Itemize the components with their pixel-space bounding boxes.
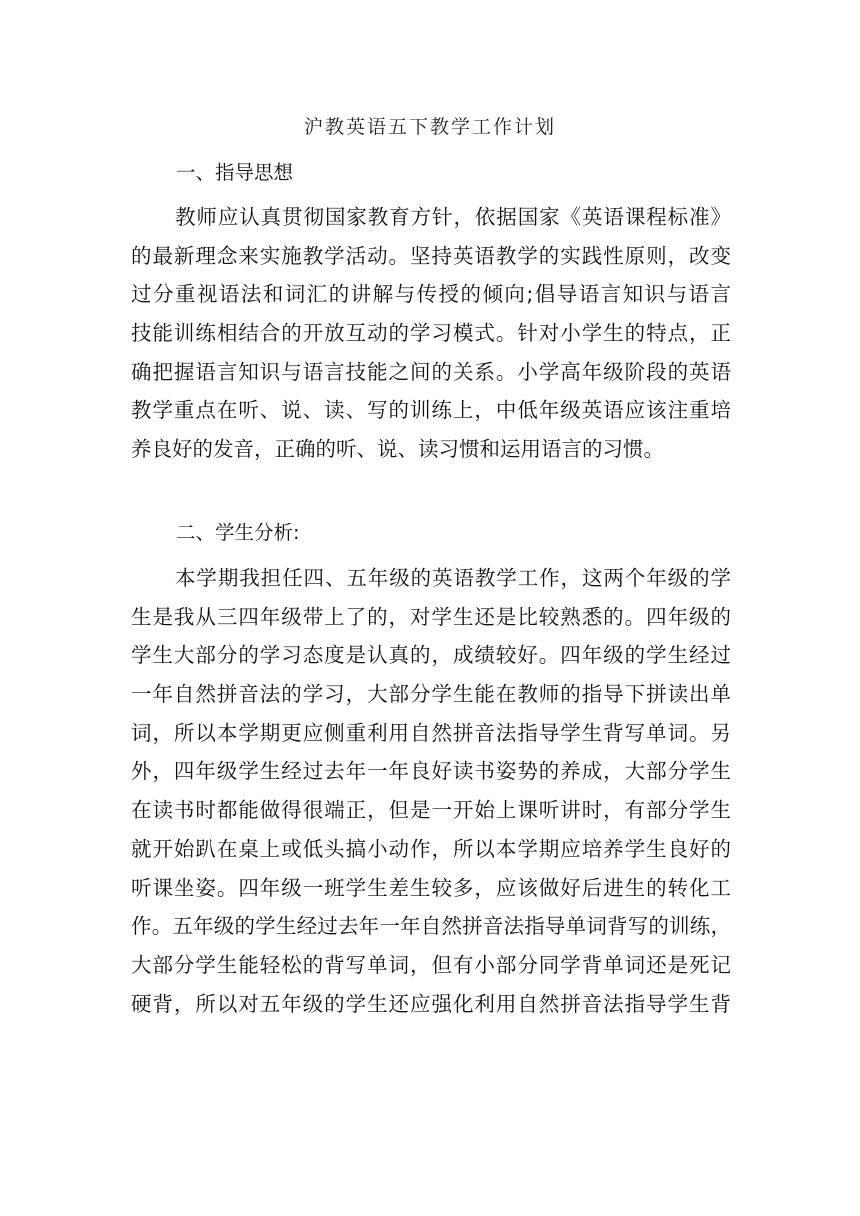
- paragraph-line: 教师应认真贯彻国家教育方针，依据国家《英语课程标准》: [175, 205, 731, 229]
- paragraph-line: 作。五年级的学生经过去年一年自然拼音法指导单词背写的训练，: [131, 914, 731, 939]
- paragraph-line: 生是我从三四年级带上了的，对学生还是比较熟悉的。四年级的: [131, 604, 731, 629]
- paragraph-line: 大部分学生能轻松的背写单词，但有小部分同学背单词还是死记: [131, 952, 731, 977]
- section-heading-guiding-ideology: 一、指导思想: [176, 161, 294, 184]
- paragraph-line: 在读书时都能做得很端正，但是一开始上课听讲时，有部分学生: [131, 798, 731, 823]
- paragraph-line: 硬背，所以对五年级的学生还应强化利用自然拼音法指导学生背: [131, 991, 731, 1016]
- paragraph-line: 确把握语言知识与语言技能之间的关系。小学高年级阶段的英语: [131, 359, 731, 384]
- paragraph-line: 就开始趴在桌上或低头搞小动作，所以本学期应培养学生良好的: [131, 836, 731, 861]
- paragraph-line: 技能训练相结合的开放互动的学习模式。针对小学生的特点，正: [131, 321, 731, 346]
- section-heading-student-analysis: 二、学生分析:: [176, 521, 300, 544]
- paragraph-line: 养良好的发音，正确的听、说、读习惯和运用语言的习惯。: [131, 437, 664, 462]
- paragraph-line: 教学重点在听、说、读、写的训练上，中低年级英语应该注重培: [131, 398, 731, 423]
- paragraph-guiding-ideology: [131, 198, 731, 469]
- paragraph-line: 学生大部分的学习态度是认真的，成绩较好。四年级的学生经过: [131, 643, 731, 668]
- paragraph-line: 听课坐姿。四年级一班学生差生较多，应该做好后进生的转化工: [131, 875, 731, 900]
- paragraph-line: 本学期我担任四、五年级的英语教学工作，这两个年级的学: [175, 566, 731, 590]
- document-title: 沪教英语五下教学工作计划: [303, 116, 556, 138]
- paragraph-line: 一年自然拼音法的学习，大部分学生能在教师的指导下拼读出单: [131, 682, 731, 707]
- paragraph-line: 的最新理念来实施教学活动。坚持英语教学的实践性原则，改变: [131, 243, 731, 268]
- paragraph-student-analysis: [131, 559, 731, 1023]
- paragraph-line: 词，所以本学期更应侧重利用自然拼音法指导学生背写单词。另: [131, 720, 731, 745]
- paragraph-line: 过分重视语法和词汇的讲解与传授的倾向;倡导语言知识与语言: [131, 282, 731, 307]
- paragraph-line: 外，四年级学生经过去年一年良好读书姿势的养成，大部分学生: [131, 759, 731, 784]
